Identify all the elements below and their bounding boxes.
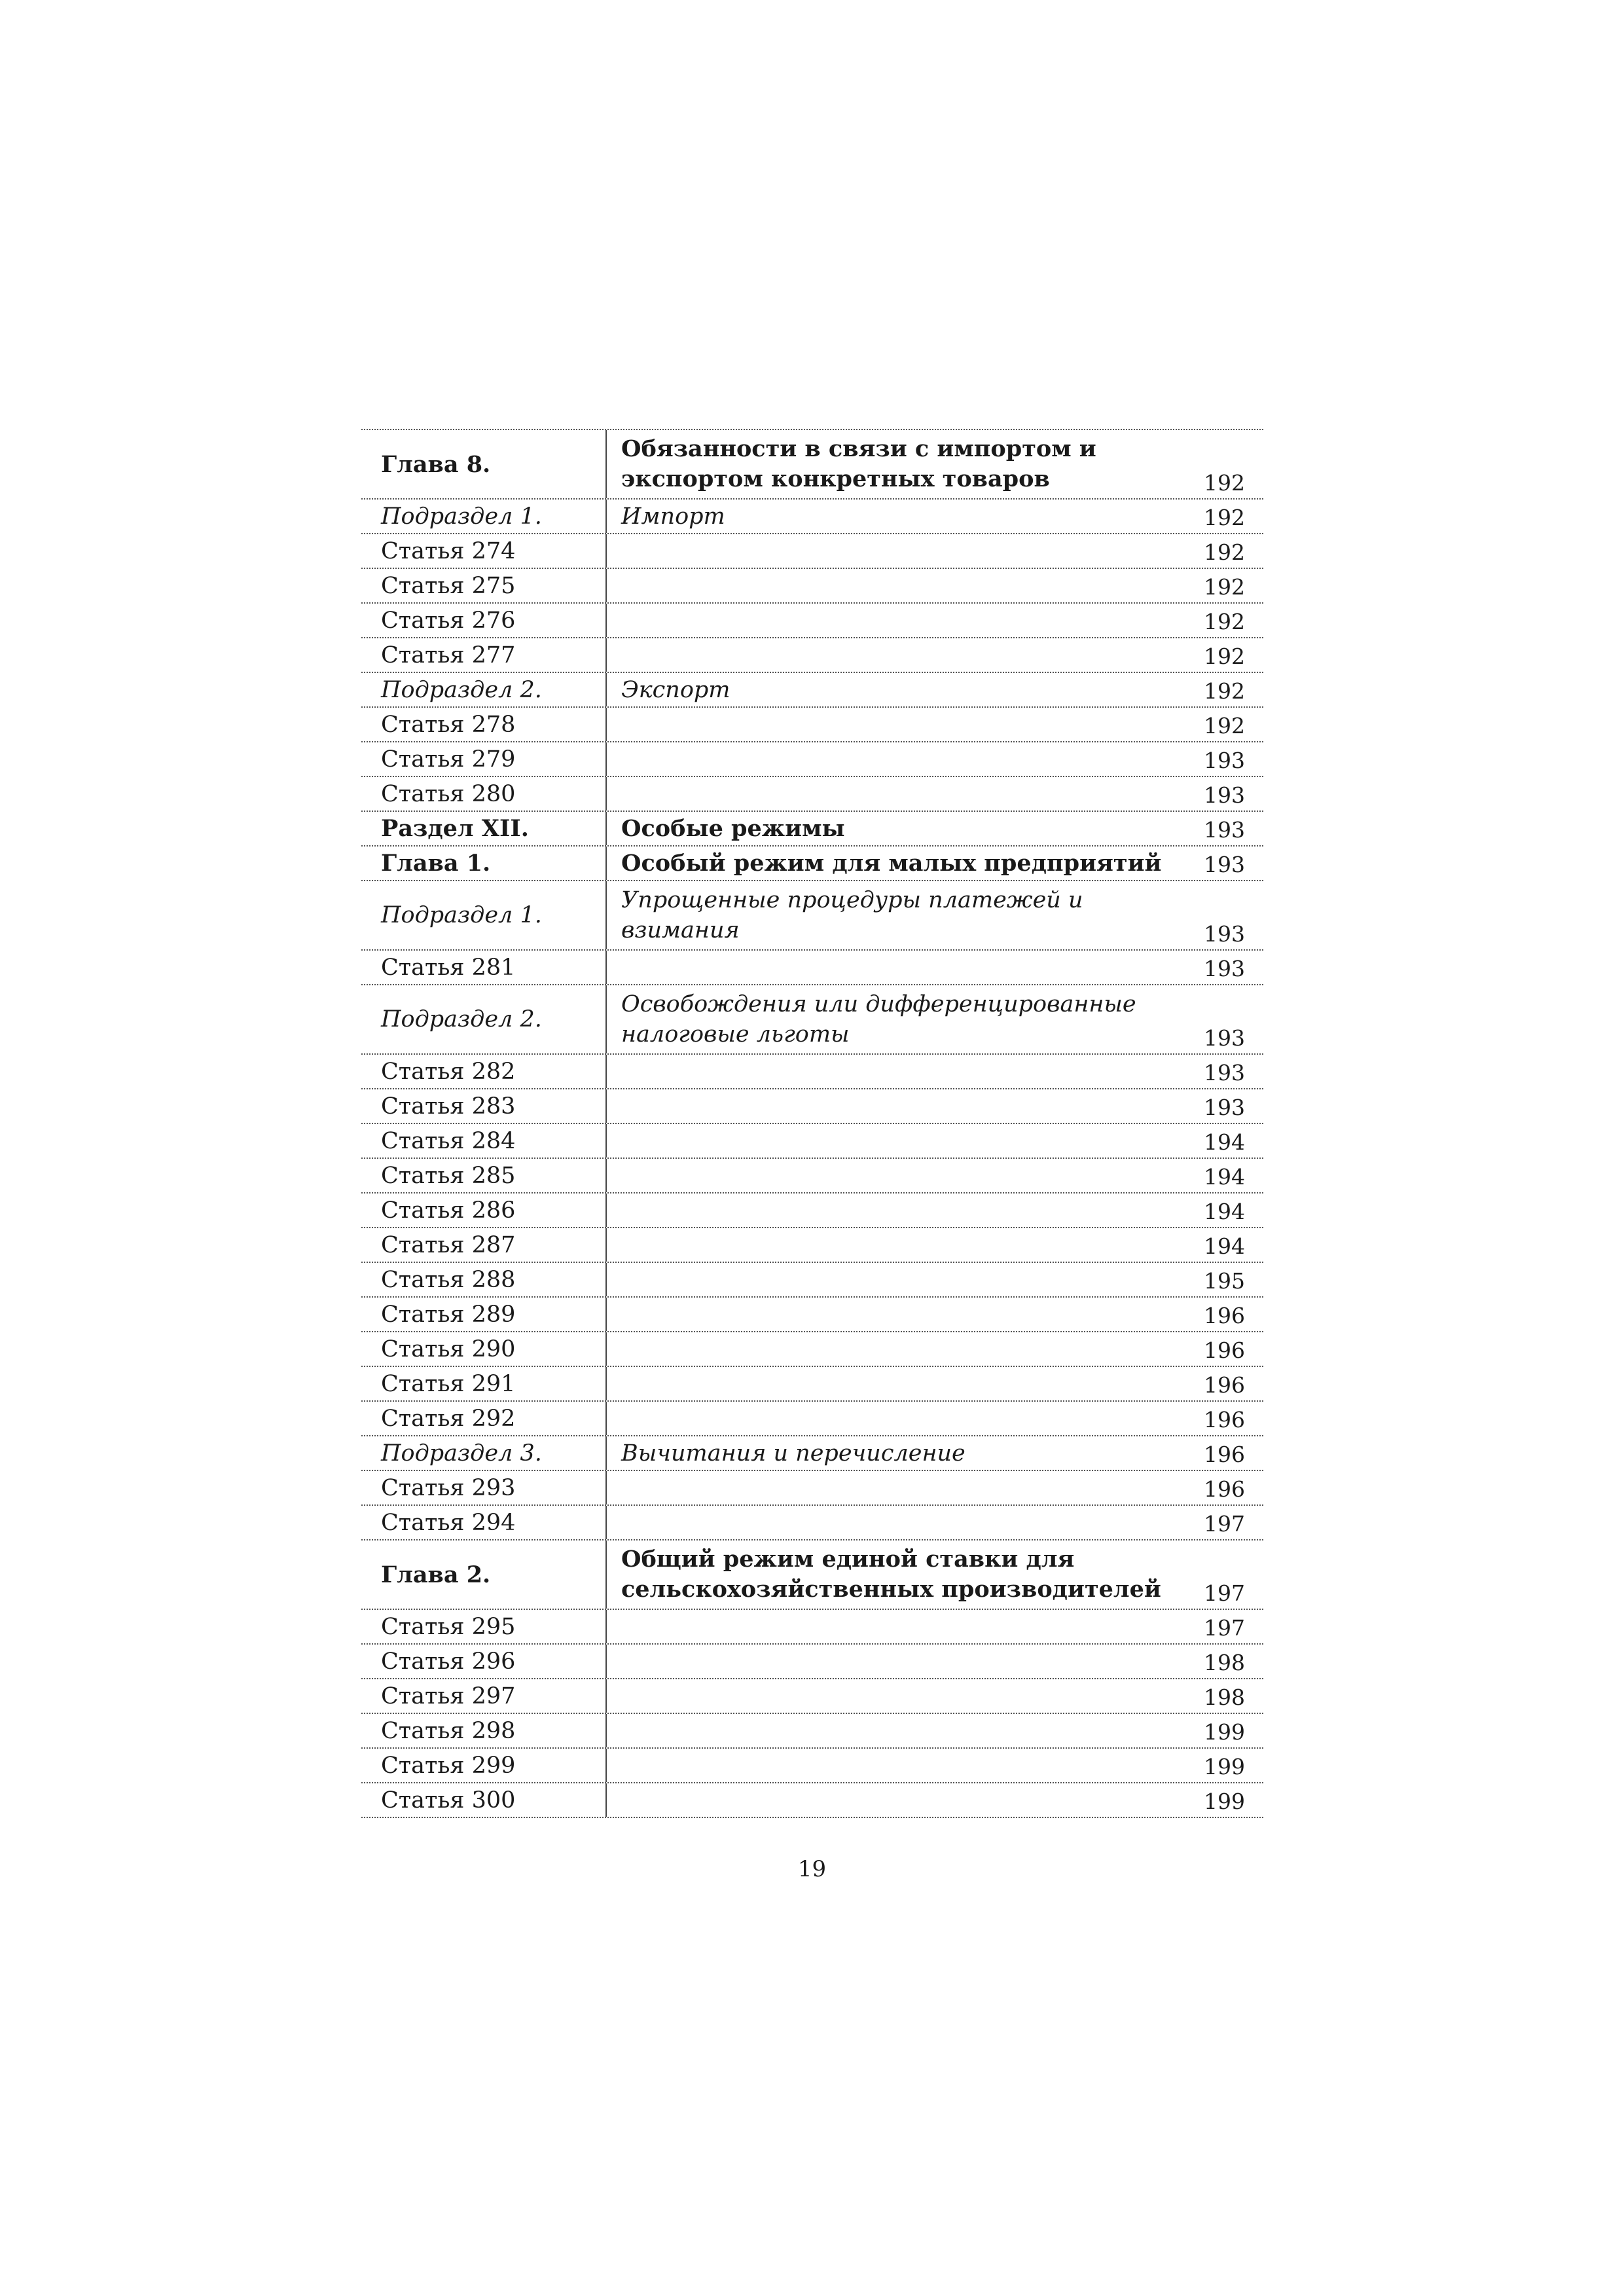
toc-entry-label: Статья 275	[381, 572, 516, 599]
toc-entry-title	[605, 1124, 1185, 1157]
toc-row	[361, 638, 1263, 673]
toc-entry-label: Статья 293	[381, 1474, 516, 1501]
toc-row	[361, 881, 1263, 951]
toc-entry-title	[605, 1089, 1185, 1123]
toc-entry-title: Общий режим единой ставки для сельскохозяйственных производителей	[605, 1540, 1185, 1609]
toc-entry-label: Статья 294	[381, 1509, 516, 1536]
toc-row	[361, 1436, 1263, 1471]
toc-entry-page: 193	[1204, 956, 1245, 981]
toc-row	[361, 1367, 1263, 1402]
toc-entry-title	[605, 1645, 1185, 1678]
toc-entry-label: Статья 297	[381, 1683, 516, 1709]
toc-entry-page: 192	[1204, 609, 1245, 634]
toc-entry-page: 192	[1204, 713, 1245, 738]
toc-entry-title	[605, 1749, 1185, 1782]
toc-entry-title: Упрощенные процедуры платежей и взимания	[605, 881, 1185, 949]
toc-entry-label: Статья 290	[381, 1336, 516, 1362]
toc-entry-title	[605, 1471, 1185, 1504]
toc-row	[361, 534, 1263, 569]
toc-entry-page: 193	[1204, 1025, 1245, 1051]
toc-entry-page: 195	[1204, 1268, 1245, 1294]
toc-entry-page: 199	[1204, 1789, 1245, 1814]
toc-entry-label: Статья 279	[381, 746, 516, 773]
toc-entry-page: 196	[1204, 1407, 1245, 1432]
toc-row	[361, 430, 1263, 500]
toc-entry-page: 194	[1204, 1233, 1245, 1259]
toc-entry-page: 199	[1204, 1754, 1245, 1779]
toc-entry-page: 193	[1204, 852, 1245, 877]
toc-entry-title	[605, 1159, 1185, 1192]
toc-entry-title	[605, 1506, 1185, 1539]
toc-entry-title	[605, 1714, 1185, 1747]
toc-entry-label: Статья 274	[381, 538, 516, 564]
toc-entry-title: Освобождения или дифференцированные налоговые льготы	[605, 985, 1185, 1053]
toc-entry-label: Статья 278	[381, 711, 516, 738]
toc-entry-page: 196	[1204, 1372, 1245, 1398]
toc-row	[361, 1332, 1263, 1367]
toc-entry-label: Статья 280	[381, 780, 516, 807]
toc-row	[361, 1610, 1263, 1645]
toc-entry-label: Подраздел 1.	[381, 503, 542, 530]
toc-entry-title	[605, 1263, 1185, 1296]
toc-row	[361, 1159, 1263, 1194]
toc-entry-label: Подраздел 1.	[381, 902, 542, 928]
toc-entry-title: Особые режимы	[605, 812, 1185, 845]
toc-entry-page: 193	[1204, 1095, 1245, 1120]
toc-entry-title	[605, 1228, 1185, 1262]
toc-row	[361, 569, 1263, 604]
toc-entry-label: Статья 300	[381, 1787, 516, 1813]
toc-row	[361, 673, 1263, 708]
toc-entry-title	[605, 1402, 1185, 1435]
toc-entry-label: Глава 8.	[381, 450, 491, 478]
toc-row	[361, 777, 1263, 812]
toc-entry-label: Статья 286	[381, 1197, 516, 1224]
toc-row	[361, 742, 1263, 777]
toc-entry-label: Подраздел 2.	[381, 676, 542, 703]
toc-row	[361, 1540, 1263, 1610]
toc-entry-title	[605, 1367, 1185, 1400]
toc-row	[361, 1263, 1263, 1298]
toc-entry-label: Статья 287	[381, 1231, 516, 1258]
toc-entry-label: Статья 285	[381, 1162, 516, 1189]
toc-entry-label: Статья 296	[381, 1648, 516, 1675]
toc-entry-title	[605, 1298, 1185, 1331]
toc-entry-title	[605, 1194, 1185, 1227]
page-number: 19	[797, 1856, 827, 1882]
toc-entry-page: 196	[1204, 1476, 1245, 1502]
toc-entry-page: 193	[1204, 748, 1245, 773]
toc-entry-label: Статья 276	[381, 607, 516, 634]
toc-entry-label: Глава 2.	[381, 1561, 491, 1588]
toc-row	[361, 951, 1263, 985]
toc-entry-page: 192	[1204, 644, 1245, 669]
toc-row	[361, 812, 1263, 847]
toc-row	[361, 1055, 1263, 1089]
table-of-contents	[361, 429, 1263, 1818]
toc-entry-title	[605, 534, 1185, 568]
toc-entry-page: 193	[1204, 921, 1245, 947]
toc-entry-page: 196	[1204, 1442, 1245, 1467]
toc-entry-page: 192	[1204, 470, 1245, 496]
toc-entry-title	[605, 742, 1185, 776]
toc-entry-page: 196	[1204, 1338, 1245, 1363]
toc-entry-label: Глава 1.	[381, 850, 491, 877]
toc-entry-label: Статья 298	[381, 1717, 516, 1744]
toc-row	[361, 1714, 1263, 1749]
toc-entry-page: 193	[1204, 1060, 1245, 1085]
toc-entry-page: 198	[1204, 1685, 1245, 1710]
toc-entry-page: 199	[1204, 1719, 1245, 1745]
toc-entry-label: Статья 284	[381, 1127, 516, 1154]
toc-row	[361, 985, 1263, 1055]
toc-row	[361, 1679, 1263, 1714]
toc-entry-title: Импорт	[605, 500, 1185, 533]
toc-entry-title: Особый режим для малых предприятий	[605, 847, 1185, 880]
toc-entry-label: Раздел XII.	[381, 815, 529, 842]
toc-entry-label: Подраздел 3.	[381, 1440, 542, 1467]
toc-entry-page: 192	[1204, 539, 1245, 565]
toc-entry-label: Статья 283	[381, 1093, 516, 1120]
toc-row	[361, 604, 1263, 638]
toc-row	[361, 1783, 1263, 1818]
toc-entry-page: 193	[1204, 817, 1245, 843]
toc-entry-page: 194	[1204, 1129, 1245, 1155]
toc-entry-page: 198	[1204, 1650, 1245, 1675]
toc-entry-page: 194	[1204, 1199, 1245, 1224]
toc-row	[361, 847, 1263, 881]
toc-entry-page: 196	[1204, 1303, 1245, 1328]
toc-entry-title	[605, 604, 1185, 637]
toc-entry-title	[605, 777, 1185, 811]
toc-entry-label: Статья 288	[381, 1266, 516, 1293]
toc-entry-title: Вычитания и перечисление	[605, 1436, 1185, 1470]
toc-entry-label: Статья 289	[381, 1301, 516, 1328]
toc-entry-page: 192	[1204, 505, 1245, 530]
toc-entry-page: 197	[1204, 1511, 1245, 1537]
toc-entry-title: Обязанности в связи с импортом и экспортом конкретных товаров	[605, 430, 1185, 498]
toc-entry-page: 192	[1204, 678, 1245, 704]
toc-entry-title	[605, 638, 1185, 672]
toc-row	[361, 1402, 1263, 1436]
toc-entry-page: 197	[1204, 1580, 1245, 1606]
toc-entry-title	[605, 1783, 1185, 1817]
toc-entry-title	[605, 1679, 1185, 1713]
toc-row	[361, 1471, 1263, 1506]
toc-row	[361, 1506, 1263, 1540]
toc-row	[361, 1194, 1263, 1228]
toc-entry-label: Статья 282	[381, 1058, 516, 1085]
toc-entry-label: Подраздел 2.	[381, 1006, 542, 1032]
toc-row	[361, 500, 1263, 534]
toc-entry-label: Статья 292	[381, 1405, 516, 1432]
toc-entry-label: Статья 295	[381, 1613, 516, 1640]
toc-entry-label: Статья 277	[381, 642, 516, 668]
toc-entry-page: 192	[1204, 574, 1245, 600]
toc-entry-title: Экспорт	[605, 673, 1185, 706]
toc-entry-title	[605, 1055, 1185, 1088]
toc-entry-label: Статья 281	[381, 954, 516, 981]
toc-entry-page: 193	[1204, 782, 1245, 808]
toc-row	[361, 1749, 1263, 1783]
toc-row	[361, 1298, 1263, 1332]
toc-entry-label: Статья 291	[381, 1370, 516, 1397]
toc-entry-page: 194	[1204, 1164, 1245, 1190]
toc-entry-title	[605, 1332, 1185, 1366]
toc-entry-label: Статья 299	[381, 1752, 516, 1779]
toc-row	[361, 1089, 1263, 1124]
toc-entry-title	[605, 708, 1185, 741]
toc-entry-page: 197	[1204, 1615, 1245, 1641]
toc-row	[361, 1645, 1263, 1679]
toc-entry-title	[605, 569, 1185, 602]
toc-row	[361, 1124, 1263, 1159]
toc-row	[361, 708, 1263, 742]
toc-entry-title	[605, 951, 1185, 984]
toc-row	[361, 1228, 1263, 1263]
toc-entry-title	[605, 1610, 1185, 1643]
